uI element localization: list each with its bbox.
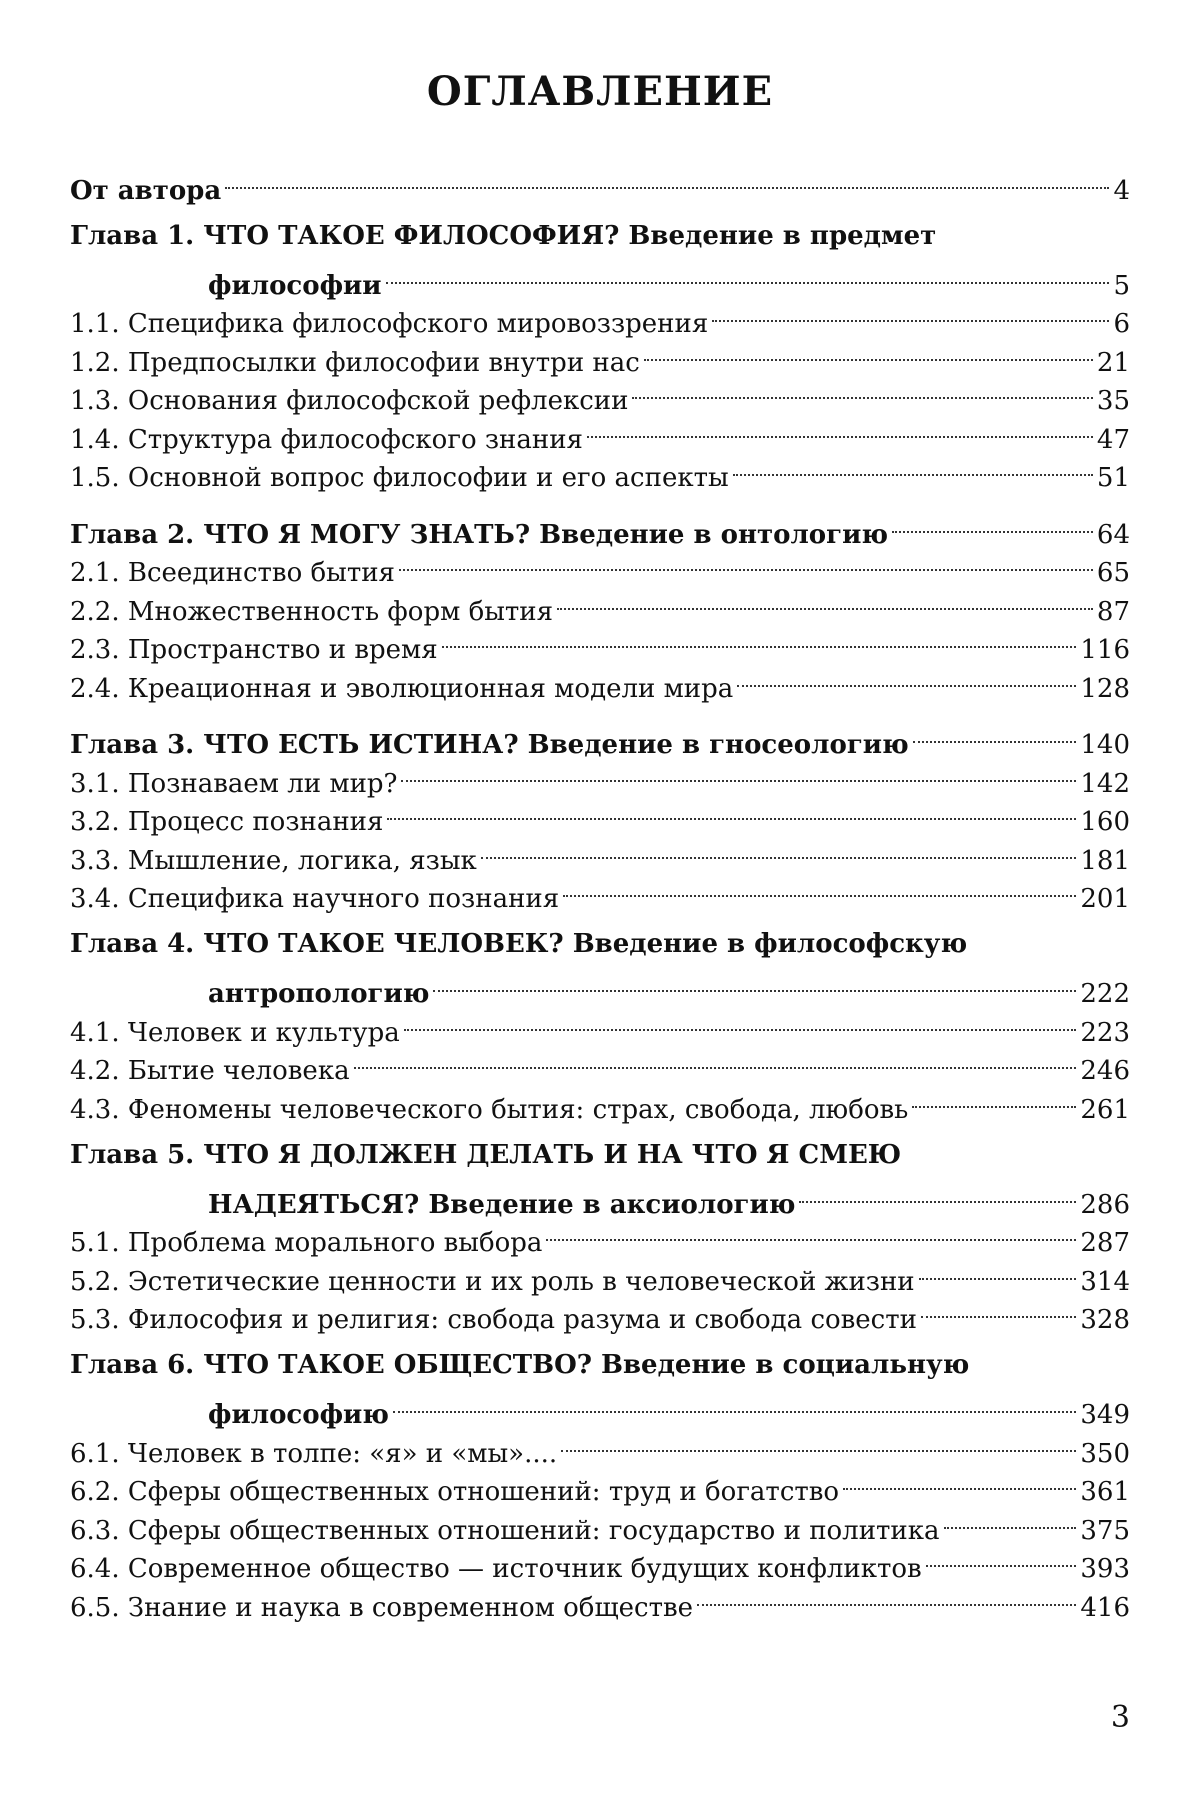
dot-leader (632, 371, 1092, 410)
chapter-5-heading (70, 1136, 1130, 1175)
toc-entry-label: 6.3. Сферы общественных отношений: государство и политика (70, 1515, 940, 1546)
toc-entry-label: 4.1. Человек и культура (70, 1017, 400, 1048)
toc-page-number: 128 (1080, 673, 1130, 704)
toc-page-number: 361 (1080, 1477, 1130, 1507)
chapter-1-heading (70, 217, 1130, 256)
dot-leader (843, 1462, 1076, 1501)
toc-page-number: 287 (1080, 1228, 1130, 1258)
toc-entry-label: 3.4. Специфика научного познания (70, 884, 560, 914)
chapter-heading-text: Глава 2. ЧТО Я МОГУ ЗНАТЬ? Введение в онтологию (70, 519, 889, 550)
chapter-heading-text: Глава 5. ЧТО Я ДОЛЖЕН ДЕЛАТЬ И НА ЧТО Я СМЕЮ (70, 1139, 902, 1170)
dot-leader (587, 409, 1093, 448)
toc-page-number: 5 (1113, 270, 1130, 301)
toc-page-number: 35 (1096, 386, 1130, 416)
chapter-heading-continuation-text: философию (208, 1400, 389, 1430)
toc-page-number: 21 (1096, 347, 1130, 378)
dot-leader (944, 1500, 1077, 1539)
toc-page-number: 201 (1080, 884, 1130, 914)
dot-leader (393, 1385, 1076, 1424)
dot-leader (354, 1041, 1077, 1080)
toc-page-number: 160 (1080, 807, 1130, 837)
page-number: 3 (1110, 1700, 1130, 1735)
dot-leader (733, 448, 1093, 487)
dot-leader (557, 581, 1093, 620)
toc-page-number: 261 (1080, 1094, 1130, 1125)
dot-leader (892, 504, 1093, 543)
toc-page-number: 140 (1080, 730, 1130, 760)
toc-entry-author (70, 160, 1130, 206)
dot-leader (712, 294, 1109, 333)
toc-page-number: 65 (1096, 558, 1130, 588)
toc-page-number: 393 (1080, 1554, 1130, 1584)
toc-page-number: 328 (1080, 1305, 1130, 1335)
toc-entry-label: 1.5. Основной вопрос философии и его аспекты (70, 463, 729, 493)
dot-leader (737, 658, 1076, 697)
chapter-heading-continuation-text: антропологию (208, 979, 430, 1009)
toc-entry-label: 3.1. Познаваем ли мир? (70, 768, 398, 799)
toc-page-number: 350 (1080, 1438, 1130, 1469)
chapter-5-heading-continuation (70, 1174, 1130, 1220)
chapter-4-heading (70, 925, 1130, 964)
page-title: ОГЛАВЛЕНИЕ (426, 68, 774, 115)
dot-leader (912, 1079, 1076, 1118)
toc-entry-label: 1.3. Основания философской рефлексии (70, 386, 629, 416)
dot-leader (399, 543, 1093, 582)
dot-leader (697, 1577, 1076, 1616)
toc-page-number: 416 (1080, 1592, 1130, 1623)
toc-entry-label: 3.2. Процесс познания (70, 807, 384, 837)
toc-entry-label: От автора (70, 175, 222, 206)
toc-page-number: 47 (1096, 424, 1130, 455)
dot-leader (561, 1423, 1076, 1462)
dot-leader (433, 964, 1076, 1003)
chapter-heading-continuation-text: философии (208, 270, 382, 301)
toc-page-number: 222 (1080, 979, 1130, 1009)
chapter-3-heading (70, 715, 1130, 760)
chapter-2-heading (70, 504, 1130, 550)
dot-leader (563, 869, 1076, 908)
dot-leader (401, 753, 1076, 792)
dot-leader (799, 1174, 1076, 1213)
toc-page-number: 375 (1080, 1515, 1130, 1546)
toc-page-number: 314 (1080, 1266, 1130, 1297)
toc-entry-label: 2.3. Пространство и время (70, 635, 438, 665)
dot-leader (481, 830, 1077, 869)
toc-entry-label: 1.1. Специфика философского мировоззрения (70, 309, 709, 339)
toc-page-number: 116 (1080, 635, 1130, 665)
toc-page-number: 349 (1080, 1400, 1130, 1430)
toc-page-number: 4 (1113, 175, 1130, 206)
chapter-heading-continuation-text: НАДЕЯТЬСЯ? Введение в аксиологию (208, 1189, 796, 1220)
toc-entry-label: 6.1. Человек в толпе: «я» и «мы».... (70, 1438, 558, 1469)
toc-page-number: 246 (1080, 1056, 1130, 1086)
dot-leader (404, 1002, 1077, 1041)
chapter-4-heading-continuation (70, 964, 1130, 1009)
book-page (70, 0, 1130, 1809)
toc-entry-label: 5.2. Эстетические ценности и их роль в человеческой жизни (70, 1266, 915, 1297)
dot-leader (546, 1213, 1076, 1252)
toc-entry-label: 6.4. Современное общество — источник будущих конфликтов (70, 1554, 922, 1584)
dot-leader (644, 332, 1093, 371)
toc-entry-label: 5.1. Проблема морального выбора (70, 1228, 543, 1258)
chapter-heading-text: Глава 1. ЧТО ТАКОЕ ФИЛОСОФИЯ? Введение в предмет (70, 220, 937, 251)
toc-entry-label: 3.3. Мышление, логика, язык (70, 845, 477, 876)
chapter-heading-text: Глава 6. ЧТО ТАКОЕ ОБЩЕСТВО? Введение в социальную (70, 1350, 970, 1380)
toc-page-number: 51 (1096, 463, 1130, 493)
chapter-heading-text: Глава 3. ЧТО ЕСТЬ ИСТИНА? Введение в гносеологию (70, 730, 909, 760)
dot-leader (921, 1290, 1076, 1329)
dot-leader (225, 160, 1109, 199)
toc-entry-label: 2.4. Креационная и эволюционная модели мира (70, 673, 734, 704)
toc-page-number: 181 (1080, 845, 1130, 876)
toc-entry-label: 1.4. Структура философского знания (70, 424, 583, 455)
dot-leader (442, 620, 1077, 659)
toc-page-number: 6 (1113, 309, 1130, 339)
toc-entry-label: 6.2. Сферы общественных отношений: труд и богатство (70, 1477, 840, 1507)
chapter-1-heading-continuation (70, 255, 1130, 301)
toc-entry-label: 5.3. Философия и религия: свобода разума и свобода совести (70, 1305, 917, 1335)
toc-entry-label: 6.5. Знание и наука в современном обществе (70, 1592, 693, 1623)
toc-entry-label: 4.3. Феномены человеческого бытия: страх, свобода, любовь (70, 1094, 909, 1125)
table-of-contents (70, 160, 1130, 1623)
toc-entry-label: 1.2. Предпосылки философии внутри нас (70, 347, 640, 378)
dot-leader (387, 792, 1076, 831)
dot-leader (913, 715, 1077, 754)
dot-leader (386, 255, 1110, 294)
toc-entry-label: 2.2. Множественность форм бытия (70, 596, 554, 627)
toc-page-number: 142 (1080, 768, 1130, 799)
toc-page-number: 223 (1080, 1017, 1130, 1048)
toc-entry-label: 2.1. Всеединство бытия (70, 558, 395, 588)
dot-leader (926, 1539, 1077, 1578)
chapter-heading-text: Глава 4. ЧТО ТАКОЕ ЧЕЛОВЕК? Введение в философскую (70, 929, 968, 959)
chapter-6-heading-continuation (70, 1385, 1130, 1430)
toc-page-number: 87 (1096, 596, 1130, 627)
toc-page-number: 64 (1096, 519, 1130, 550)
chapter-6-heading (70, 1346, 1130, 1385)
dot-leader (919, 1251, 1077, 1290)
toc-entry-label: 4.2. Бытие человека (70, 1056, 350, 1086)
toc-page-number: 286 (1080, 1189, 1130, 1220)
